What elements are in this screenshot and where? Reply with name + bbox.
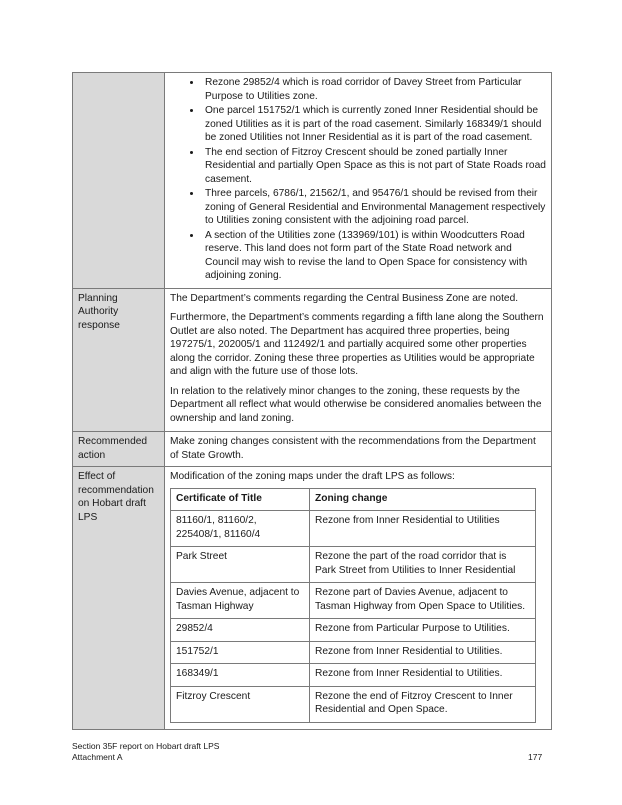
planning-content (165, 288, 552, 432)
submission-table (72, 72, 552, 730)
bullet-list (170, 76, 546, 283)
table-row (171, 511, 536, 547)
zoning-change-cell: Rezone from Inner Residential to Utilities. (310, 641, 536, 664)
effect-row (73, 467, 552, 730)
table-row (171, 583, 536, 619)
table-row (171, 641, 536, 664)
table-row (171, 547, 536, 583)
planning-paragraph: Furthermore, the Department’s comments regarding a fifth lane along the Southern Outlet are also noted. The Department has acquired three properties, being 197275/1, 202005/1 and 112492/1 and partially acquired some other properties along the corridor. Zoning these three properties as Utilities would be appropriate and align with the future use of those lots. (170, 312, 544, 377)
certificate-cell: Davies Avenue, adjacent to Tasman Highway (171, 583, 310, 619)
zoning-table-header (171, 488, 536, 511)
table-row (171, 664, 536, 687)
continuation-content-cell (165, 73, 552, 289)
footer-report-title: Section 35F report on Hobart draft LPS (72, 741, 220, 751)
effect-intro: Modification of the zoning maps under the draft LPS as follows: (170, 471, 455, 482)
zoning-change-cell: Rezone part of Davies Avenue, adjacent to Tasman Highway from Open Space to Utilities. (310, 583, 536, 619)
bullet-item: • One parcel 151752/1 which is currently zoned Inner Residential should be zoned Utilities as it is part of the road casement. Similarly 168349/1 should be zoned Utilities not Inner Residential as it is part of the road casement. (202, 104, 546, 145)
zoning-change-cell: Rezone from Inner Residential to Utilities. (310, 664, 536, 687)
recommended-label: Recommended action (73, 432, 165, 467)
zoning-change-cell: Rezone from Particular Purpose to Utilities. (310, 619, 536, 642)
bullet-item: • The end section of Fitzroy Crescent should be zoned partially Inner Residential and partially Open Space as this is not part of State Roads road casement. (202, 146, 546, 187)
header-zoning-change: Zoning change (310, 488, 536, 511)
bullet-item: • A section of the Utilities zone (133969/101) is within Woodcutters Road reserve. This land does not form part of the State Road network and Council may wish to revise the land to Open Space for consistency with adjoining zoning. (202, 229, 546, 283)
planning-paragraph: The Department’s comments regarding the Central Business Zone are noted. (170, 292, 519, 304)
table-row (171, 686, 536, 722)
continuation-label-cell (73, 73, 165, 289)
zoning-change-cell: Rezone from Inner Residential to Utilities (310, 511, 536, 547)
page-footer (72, 741, 219, 762)
recommended-row (73, 432, 552, 467)
effect-content (165, 467, 552, 730)
bullet-item: • Three parcels, 6786/1, 21562/1, and 95476/1 should be revised from their zoning of General Residential and Environmental Management respectively to Utilities zoning consistent with the adjoining road parcel. (202, 187, 546, 228)
zoning-change-cell: Rezone the part of the road corridor that is Park Street from Utilities to Inner Residential (310, 547, 536, 583)
certificate-cell: 81160/1, 81160/2, 225408/1, 81160/4 (171, 511, 310, 547)
page-number: 177 (528, 752, 543, 762)
footer-attachment: Attachment A (72, 751, 123, 762)
zoning-table (170, 488, 536, 723)
table-row (171, 619, 536, 642)
certificate-cell: Park Street (171, 547, 310, 583)
certificate-cell: 151752/1 (171, 641, 310, 664)
planning-paragraph: In relation to the relatively minor changes to the zoning, these requests by the Department all reflect what would otherwise be considered anomalies between the ownership and land zoning. (170, 385, 542, 424)
recommended-content: Make zoning changes consistent with the recommendations from the Department of State Growth. (165, 432, 552, 467)
bullet-item: • Rezone 29852/4 which is road corridor of Davey Street from Particular Purpose to Utilities zone. (202, 76, 546, 103)
header-certificate: Certificate of Title (171, 488, 310, 511)
continuation-row (73, 73, 552, 289)
planning-row (73, 288, 552, 432)
certificate-cell: 29852/4 (171, 619, 310, 642)
certificate-cell: Fitzroy Crescent (171, 686, 310, 722)
planning-label: Planning Authority response (73, 288, 165, 432)
effect-label: Effect of recommendation on Hobart draft LPS (73, 467, 165, 730)
zoning-change-cell: Rezone the end of Fitzroy Crescent to Inner Residential and Open Space. (310, 686, 536, 722)
certificate-cell: 168349/1 (171, 664, 310, 687)
